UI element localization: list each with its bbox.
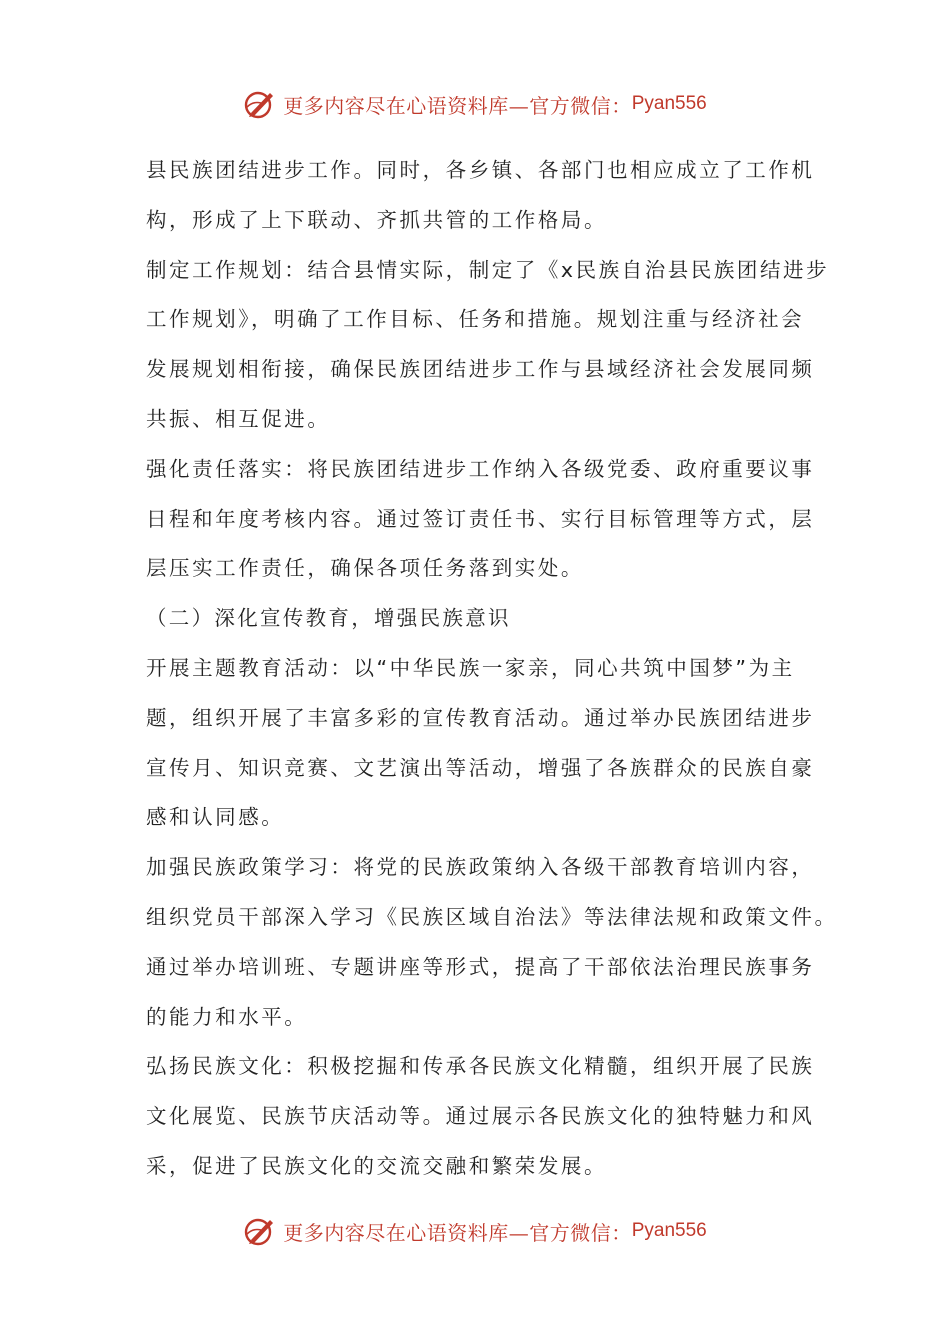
watermark-site-text: 更多内容尽在心语资料库—官方微信： (283, 1220, 632, 1245)
text-line: 感和认同感。 (146, 805, 285, 830)
text-line: 工作规划》，明确了工作目标、任务和措施。规划注重与经济社会 (146, 307, 805, 332)
text-line: 组织党员干部深入学习《民族区域自治法》等法律法规和政策文件。 (146, 904, 838, 929)
pen-logo-icon (243, 1214, 277, 1248)
header-watermark (0, 84, 950, 124)
text-line: 层压实工作责任，确保各项任务落到实处。 (146, 556, 584, 581)
paragraph-education-line: 开展主题教育活动：以“中华民族一家亲，同心共筑中国梦”为主 (146, 655, 795, 680)
text-line: 的能力和水平。 (146, 1004, 308, 1029)
section-heading: （二）深化宣传教育，增强民族意识 (146, 606, 511, 631)
watermark-wechat-id: Pyan556 (631, 1220, 707, 1241)
paragraph-plan-line: 制定工作规划：结合县情实际，制定了《x民族自治县民族团结进步 (146, 257, 830, 282)
paragraph-culture-line: 弘扬民族文化：积极挖掘和传承各民族文化精髓，组织开展了民族 (146, 1054, 815, 1079)
footer-watermark (0, 1211, 950, 1251)
text-line: 通过举办培训班、专题讲座等形式，提高了干部依法治理民族事务 (146, 954, 815, 979)
watermark-wechat-id: Pyan556 (631, 93, 707, 114)
paragraph-policy-line: 加强民族政策学习：将党的民族政策纳入各级干部教育培训内容， (146, 855, 815, 880)
paragraph-responsibility-line: 强化责任落实：将民族团结进步工作纳入各级党委、政府重要议事 (146, 456, 815, 481)
pen-logo-icon (243, 87, 277, 121)
text-line: 县民族团结进步工作。同时，各乡镇、各部门也相应成立了工作机 (146, 158, 815, 182)
text-line: 发展规划相衔接，确保民族团结进步工作与县域经济社会发展同频 (146, 357, 815, 382)
text-line: 采，促进了民族文化的交流交融和繁荣发展。 (146, 1153, 607, 1178)
text-line: 文化展览、民族节庆活动等。通过展示各民族文化的独特魅力和风 (146, 1104, 815, 1129)
text-line: 题，组织开展了丰富多彩的宣传教育活动。通过举办民族团结进步 (146, 705, 815, 730)
text-line: 构，形成了上下联动、齐抓共管的工作格局。 (146, 207, 607, 232)
document-body (146, 146, 838, 1192)
text-line: 宣传月、知识竞赛、文艺演出等活动，增强了各族群众的民族自豪 (146, 755, 815, 780)
text-line: 共振、相互促进。 (146, 406, 331, 431)
watermark-site-text: 更多内容尽在心语资料库—官方微信： (283, 93, 632, 118)
text-line: 日程和年度考核内容。通过签订责任书、实行目标管理等方式，层 (146, 506, 815, 531)
